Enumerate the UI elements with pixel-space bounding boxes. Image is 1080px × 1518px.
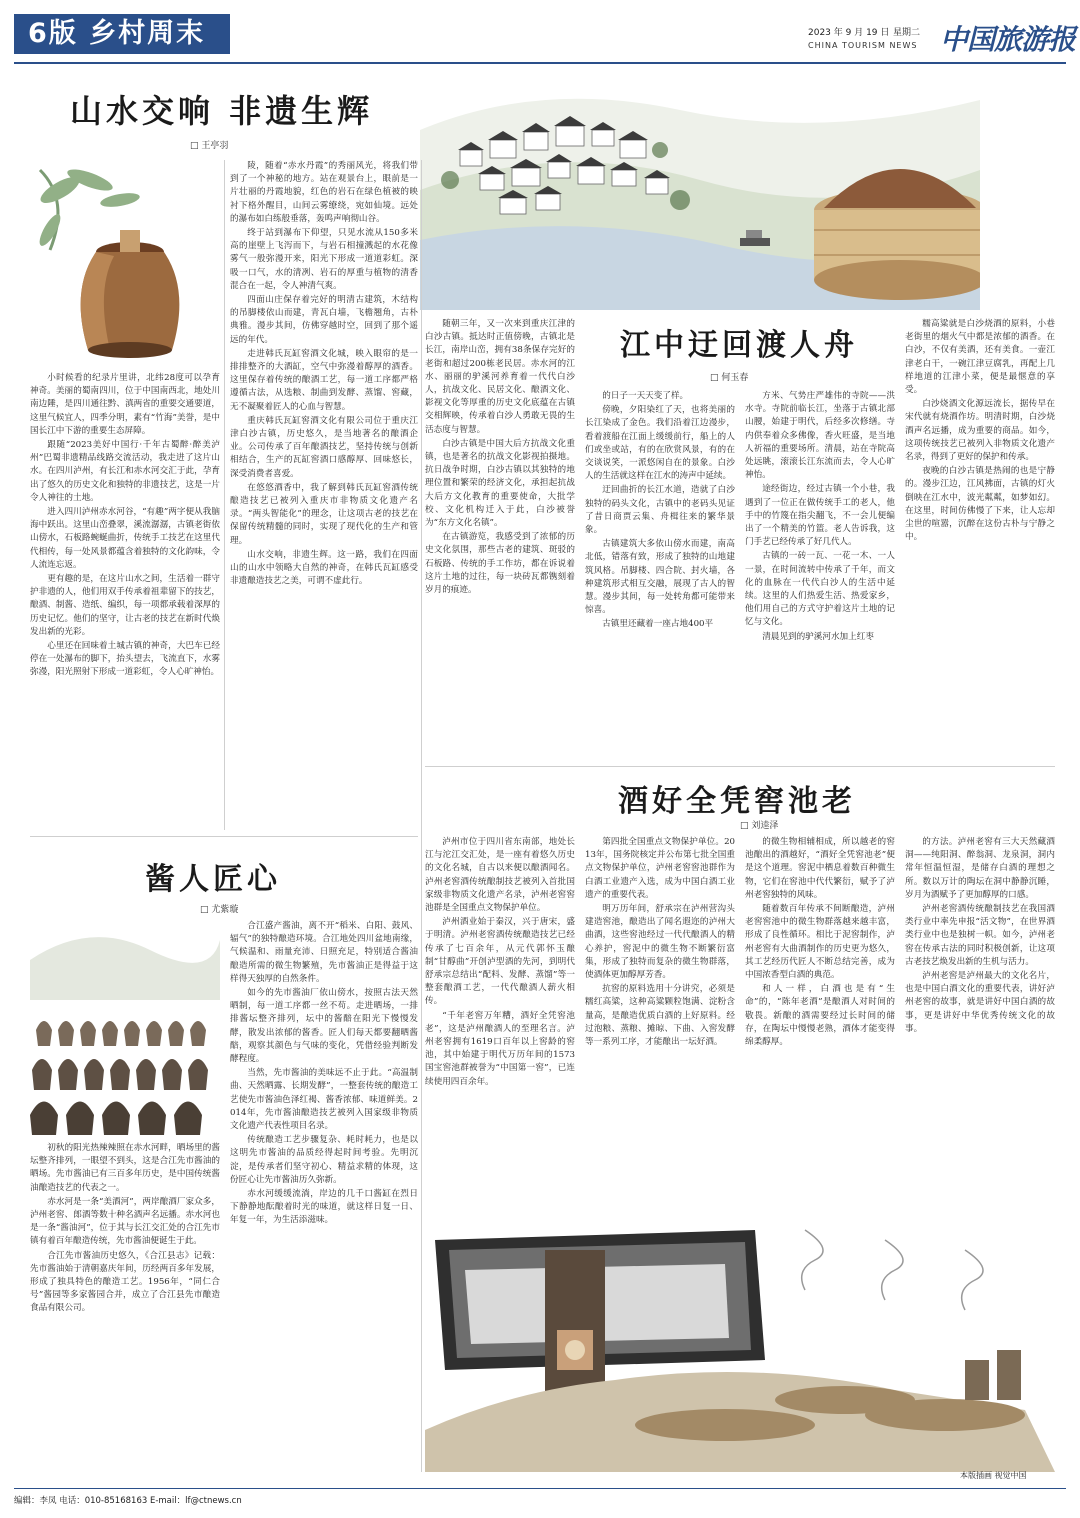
column-rule bbox=[421, 160, 422, 1472]
paragraph: 泸州老窖酒传统酿制技艺在我国酒类行业中率先申报“活文物”，在世界酒类行业中也是独树一帜。如今，泸州老窖在传承古法的同时积极创新，让这项古老技艺焕发出新的生机与活力。 bbox=[905, 904, 1055, 967]
paragraph: 赤水河缓缓流淌，岸边的几千口酱缸在烈日下静静地酝酿着时光的味道，就这样日复一日、年复一年，为生活添滋味。 bbox=[230, 1189, 418, 1226]
section-divider bbox=[425, 766, 1055, 767]
paragraph: 抗窖的原料选用十分讲究，必须是糯红高粱，这种高粱颗粒饱满、淀粉含量高，是酿造优质白酒的上好原料。经过泡粮、蒸粮、摊晾、下曲、入窖发酵等一系列工序，才能酿出一坛好酒。 bbox=[585, 984, 735, 1048]
article3-title: 酱人匠心 bbox=[145, 862, 281, 897]
paragraph: 古镇建筑大多依山傍水而建，南高北低，错落有致，形成了独特的山地建筑风格。吊脚楼、四合院、封火墙，各种建筑形式相互交融，展现了古人的智慧。漫步其间，每一处转角都可能带来惊喜。 bbox=[585, 539, 735, 616]
paragraph: 初秋的阳光热辣辣照在赤水河畔，晒场里的酱坛整齐排列，一眼望不到头，这是合江先市酱油的晒场。先市酱油已有三百多年历史，是中国传统酱油酿造技艺的代表之一。 bbox=[30, 1143, 220, 1193]
article1-byline: □ 王亭羽 bbox=[190, 141, 229, 151]
paragraph: 的微生物相辅相成，所以越老的窖池酿出的酒越好，“酒好全凭窖池老”便是这个道理。窖泥中栖息着数百种微生物，它们在窖池中代代繁衍，赋予了泸州老窖独特的风味。 bbox=[745, 837, 895, 900]
article4-column-a bbox=[425, 836, 575, 1208]
article2-byline: □ 何玉春 bbox=[710, 373, 749, 383]
paragraph: 心里还在回味着土城古镇的神奇，大巴车已经停在一处瀑布的脚下，抬头望去，飞流直下，水雾弥漫，阳光照射下形成一道彩虹，令人心旷神怡。 bbox=[30, 641, 220, 678]
article4-column-d bbox=[905, 836, 1055, 1208]
article4-column-c bbox=[745, 836, 895, 1208]
issue-weekday: 星期二 bbox=[893, 28, 921, 38]
article4-title: 酒好全凭窖池老 bbox=[618, 784, 856, 819]
article2-column-b bbox=[585, 390, 735, 758]
paragraph: 重庆韩氏瓦缸窖酒文化有限公司位于重庆江津白沙古镇，历史悠久，是当地著名的酿酒企业。公司传承了百年酿酒技艺，坚持传统与创新相结合，生产的瓦缸窖酒口感醇厚、回味悠长，深受消费者喜爱。 bbox=[230, 415, 418, 479]
paragraph: 合江盛产酱油，离不开“稻米、白阳、鼓风、辐气”的独特酿造环境。合江地处四川盆地南缘，气候温和、雨量充沛、日照充足，特别适合酱油酿造所需的微生物繁殖，先市酱油正是得益于这样得天独厚的自然条件。 bbox=[230, 921, 418, 984]
paragraph: 山水交响，非遗生辉。这一路，我们在四面山的山水中领略大自然的神奇，在韩氏瓦缸感受非遗酿造技艺之美，可谓不虚此行。 bbox=[230, 549, 418, 587]
header-rule bbox=[14, 62, 1066, 64]
wine-jar-illustration bbox=[30, 160, 220, 370]
distillery-illustration bbox=[425, 1210, 1055, 1472]
paragraph: 如今的先市酱油厂依山傍水，按照古法天然晒制，每一道工序都一丝不苟。走进晒场，一排排酱坛整齐排列，坛中的酱醅在阳光下慢慢发酵，散发出浓郁的酱香。匠人们每天都要翻晒酱醅，观察其颜色与气味的变化，凭借经验判断发酵程度。 bbox=[230, 988, 418, 1065]
article4-column-b bbox=[585, 836, 735, 1208]
column-rule bbox=[224, 160, 225, 830]
town-on-hill-illustration bbox=[420, 70, 980, 310]
paragraph: 方米、气势庄严雄伟的寺院——洪水寺。寺院前临长江，坐落于古镇北部山腰，始建于明代，后经多次修缮。寺内供奉着众多佛像，香火旺盛，是当地人祈福的重要场所。清晨，站在寺院高处远眺，滚滚长江东流而去，令人心旷神怡。 bbox=[745, 391, 895, 481]
paragraph: 当然，先市酱油的美味远不止于此。“高温制曲、天然晒露、长期发酵”，一整套传统的酿造工艺使先市酱油色泽红褐、酱香浓郁、味道鲜美。2014年，先市酱油酿造技艺被列入国家级非物质文化遗产代表性项目名录。 bbox=[230, 1068, 418, 1132]
illustration-credit: 本版插画 视觉中国 bbox=[960, 1471, 1027, 1480]
article2-column-a bbox=[425, 318, 575, 758]
paragraph: 第四批全国重点文物保护单位。2013年，国务院核定并公布第七批全国重点文物保护单位，泸州老窖窖池群作为白酒工业遗产入选，成为中国白酒工业遗产的重要代表。 bbox=[585, 837, 735, 900]
paragraph: 随朝三年，又一次来到重庆江津的白沙古镇。抵达时正值傍晚，古镇北是长江，南岸山峦，拥有38条保存完好的老街和超过200栋老民居。赤水河的江水、丽丽的驴溪河养育着一代代白沙人，抗战文化、民居文化、酿酒文化、影视文化等厚重的历史文化底蕴在古镇交相辉映，传承着白沙人勇敢无畏的生活态度与智慧。 bbox=[425, 319, 575, 435]
paragraph: 泸州老窖是泸州最大的文化名片，也是中国白酒文化的重要代表，讲好泸州老窖的故事，就是讲好中国白酒的故事，更是讲好中华优秀传统文化的故事。 bbox=[905, 971, 1055, 1034]
paragraph: 四面山庄保存着完好的明清古建筑，木结构的吊脚楼依山而建，青瓦白墙，飞檐翘角，古朴典雅。漫步其间，仿佛穿越时空，回到了那个遥远的年代。 bbox=[230, 295, 418, 345]
article1-title: 山水交响 非遗生辉 bbox=[70, 92, 374, 130]
paragraph: 泸州酒业始于秦汉，兴于唐宋，盛于明清。泸州老窖酒传统酿造技艺已经传承了七百余年，从元代郭怀玉酿制“甘醇曲”开创泸型酒的先河，到明代舒承宗总结出“配料、发酵、蒸馏”等一整套酿酒工艺，一代代酿酒人薪火相传。 bbox=[425, 917, 575, 1007]
paragraph: 陵，随着“赤水丹霞”的秀丽风光，将我们带到了一个神秘的地方。站在观景台上，眼前是一片壮丽的丹霞地貌，红色的岩石在绿色植被的映衬下格外醒目，山间云雾缭绕，宛如仙境。远处的瀑布如白练般垂落，轰鸣声响彻山谷。 bbox=[230, 161, 418, 224]
paragraph: 合江先市酱油历史悠久，《合江县志》记载：先市酱油始于清朝嘉庆年间，历经两百多年发展，形成了独具特色的酿造工艺。1956年，“同仁合号”酱园等多家酱园合并，成立了合江县先市酿造食品有限公司。 bbox=[30, 1250, 220, 1314]
section-divider bbox=[30, 836, 418, 837]
paragraph: 进入四川泸州赤水河谷，“有趣”两字便从我脑海中跃出。这里山峦叠翠，溪流潺潺，古镇老街依山傍水，石板路蜿蜒曲折，传统手工技艺在这里代代相传，每一处风景都蕴含着独特的文化韵味，令人流连忘返。 bbox=[30, 507, 220, 570]
paragraph: 古镇里还藏着一座占地400平 bbox=[602, 619, 714, 630]
article4-byline: □ 刘逵泽 bbox=[740, 821, 779, 831]
article2-column-c bbox=[745, 390, 895, 758]
paper-english-name: CHINA TOURISM NEWS bbox=[808, 41, 918, 50]
paragraph: 的方法。泸州老窖有三大天然藏酒洞——纯阳洞、醉翁洞、龙泉洞，洞内常年恒温恒湿，是储存白酒的理想之所。数以万计的陶坛在洞中静静沉睡，岁月为酒赋予了更加醇厚的口感。 bbox=[905, 837, 1055, 900]
paragraph: 白沙古镇是中国大后方抗战文化重镇，也是著名的抗战文化影视拍摄地。抗日战争时期，白沙古镇以其独特的地理位置和繁荣的经济文化，承担起抗战大后方文化教育的重要使命，大批学校、文化机构迁入于此，白沙被誉为“东方文化名镇”。 bbox=[425, 438, 575, 529]
paragraph: 和人一样，白酒也是有“生命”的，“陈年老酒”是酿酒人对时间的敬畏。新酿的酒需要经过长时间的储存，在陶坛中慢慢老熟，酒体才能变得绵柔醇厚。 bbox=[745, 984, 895, 1048]
paragraph: 传统酿造工艺步骤复杂、耗时耗力，也是以这明先市酱油的品质经得起时间考验。先明沉淀，是传承者们坚守初心、精益求精的体现，这份匠心让先市酱油历久弥新。 bbox=[230, 1135, 418, 1185]
article3-column-a bbox=[30, 1142, 220, 1472]
paragraph: 傍晚，夕阳染红了天，也将美丽的长江染成了金色。我们沿着江边漫步，看着渡船在江面上缓缓前行，船上的人们或坐或站，有的在欣赏风景，有的在交谈说笑，一派悠闲自在的景象。白沙人的生活就这样在江水的涛声中延续。 bbox=[585, 405, 735, 482]
article3-byline: □ 尤紫璇 bbox=[200, 905, 239, 915]
footer-rule bbox=[14, 1488, 1066, 1489]
sauce-jars-illustration bbox=[30, 920, 220, 1135]
editor-footer: 编辑：李凤 电话：010-85168163 E-mail：lf@ctnews.cn bbox=[14, 1496, 242, 1506]
paragraph: 走进韩氏瓦缸窖酒文化城，映入眼帘的是一排排整齐的大酒缸，空气中弥漫着醇厚的酒香。这里保存着传统的酿酒工艺，每一道工序都严格遵循古法，从选粮、制曲到发酵、蒸馏、窖藏，无不凝聚着匠人的心血与智慧。 bbox=[230, 348, 418, 412]
paragraph: “千年老窖万年糟，酒好全凭窖池老”，这是泸州酿酒人的至理名言。泸州老窖拥有1619口百年以上窖龄的窖池，其中始建于明代万历年间的1573国宝窖池群被誉为“中国第一窖”，已连续使用四百余年。 bbox=[425, 1010, 575, 1087]
paragraph: 赤水河是一条“美酒河”，两岸酿酒厂家众多，泸州老窖、郎酒等数十种名酒声名远播。赤水河也是一条“酱油河”，位于其与长江交汇处的合江先市镇有着百年酿造传统，先市酱油便诞生于此。 bbox=[30, 1196, 220, 1247]
paragraph: 更有趣的是，在这片山水之间，生活着一群守护非遗的人，他们用双手传承着祖辈留下的技艺，酿酒、制酱、造纸、编织，每一项都承载着深厚的历史记忆。他们的坚守，让古老的技艺在新时代焕发出新的光彩。 bbox=[30, 574, 220, 637]
paragraph: 在古镇游览，我感受到了浓郁的历史文化氛围，那些古老的建筑、斑驳的石板路、传统的手工作坊，都在诉说着这片土地的过往，每一块砖瓦都镌刻着岁月的痕迹。 bbox=[425, 532, 575, 596]
article1-column-b bbox=[230, 160, 418, 1030]
paragraph: 糯高粱就是白沙烧酒的原料，小巷老街里的烟火气中都是浓郁的酒香。在白沙，不仅有美酒，还有美食。一壶江津老白干，一碗江津豆腐乳，再配上几样地道的江津小菜，便是最惬意的享受。 bbox=[905, 319, 1055, 396]
newspaper-logo: 中国旅游报 bbox=[940, 23, 1076, 56]
paragraph: 迂回曲折的长江水道，造就了白沙独特的码头文化，古镇中的老码头见证了昔日商贾云集、舟楫往来的繁华景象。 bbox=[585, 485, 735, 536]
paragraph: 夜晚的白沙古镇是热闹的也是宁静的。漫步江边，江风拂面，古镇的灯火倒映在江水中，波光粼粼，如梦如幻。在这里，时间仿佛慢了下来，让人忘却尘世的喧嚣，沉醉在这份古朴与宁静之中。 bbox=[905, 466, 1055, 543]
page-label: 6版 乡村周末 bbox=[14, 14, 230, 54]
paragraph: 泸州市位于四川省东南部，地处长江与沱江交汇处，是一座有着悠久历史的文化名城，自古以来便以酿酒闻名。泸州老窖酒传统酿制技艺被列入首批国家级非物质文化遗产名录，泸州老窖窖池群是全国重点文物保护单位。 bbox=[425, 837, 575, 914]
article2-title: 江中迂回渡人舟 bbox=[620, 328, 858, 363]
paragraph: 明万历年间，舒承宗在泸州营沟头建造窖池，酿造出了闻名遐迩的泸州大曲酒，这些窖池经过一代代酿酒人的精心养护，窖泥中的微生物不断繁衍富集，形成了独特而复杂的微生物群落，使酒体更加醇厚芳香。 bbox=[585, 904, 735, 981]
paragraph: 在悠悠酒香中，我了解到韩氏瓦缸窖酒传统酿造技艺已被列入重庆市非物质文化遗产名录。“两头智能化”的理念，让这项古老的技艺在保留传统精髓的同时，实现了现代化的生产和管理。 bbox=[230, 482, 418, 546]
article3-column-b bbox=[230, 920, 418, 1472]
article2-column-d bbox=[905, 318, 1055, 758]
paragraph: 途经街边，经过古镇一个小巷，我遇到了一位正在做传统手工的老人，他手中的竹篾在指尖翻飞，不一会儿便编出了一个精美的竹篮。老人告诉我，这门手艺已经传承了好几代人。 bbox=[745, 484, 895, 548]
paragraph: 跟随“2023美好中国行·千年古蜀醉·醉美泸州”巴蜀非遗精品线路交流活动，我走进了这片山水。在四川泸州，有长江和赤水河交汇于此，孕育出了悠久的历史文化和独特的非遗技艺，这是一片令人神往的土地。 bbox=[30, 440, 220, 503]
paragraph: 小时候看的纪录片里讲，北纬28度可以孕育神奇。美丽的蜀南四川，位于中国南西北，地处川南边陲，是四川通往黔、滇两省的重要交通要道，这里气候宜人，四季分明，素有“竹海”美誉，是中国长江中下游的重要生态屏障。 bbox=[30, 373, 220, 436]
paragraph: 清晨见到的驴溪河水加上红枣 bbox=[762, 631, 874, 642]
paragraph: 终于站到瀑布下仰望，只见水流从150多米高的崖壁上飞泻而下，与岩石相撞溅起的水花像雾气一般弥漫开来，阳光下形成一道道彩虹。深吸一口气，水的清冽、岩石的厚重与植物的清香混合在一起，令人神清气爽。 bbox=[230, 228, 418, 291]
paragraph: 的日子一天天变了样。 bbox=[602, 391, 689, 401]
paragraph: 白沙烧酒文化源远流长，据传早在宋代就有烧酒作坊。明清时期，白沙烧酒声名远播，成为重要的商品。如今，这项传统技艺已被列入非物质文化遗产名录，得到了更好的保护和传承。 bbox=[905, 399, 1055, 463]
paragraph: 随着数百年传承不间断酿造，泸州老窖窖池中的微生物群落越来越丰富，形成了良性循环。相比于泥窖制作，泸州老窖有大曲酒制作的历史更为悠久，其工艺经历代匠人不断总结完善，成为中国浓香型白酒的典范。 bbox=[745, 904, 895, 981]
issue-date: 2023 年 9 月 19 日 bbox=[808, 28, 890, 38]
paragraph: 古镇的一砖一瓦、一花一木、一人一景，在时间流转中传承了千年，而文化的血脉在一代代白沙人的生活中延续。这里的人们热爱生活、热爱家乡，他们用自己的方式守护着这片土地的记忆与文化。 bbox=[745, 551, 895, 628]
